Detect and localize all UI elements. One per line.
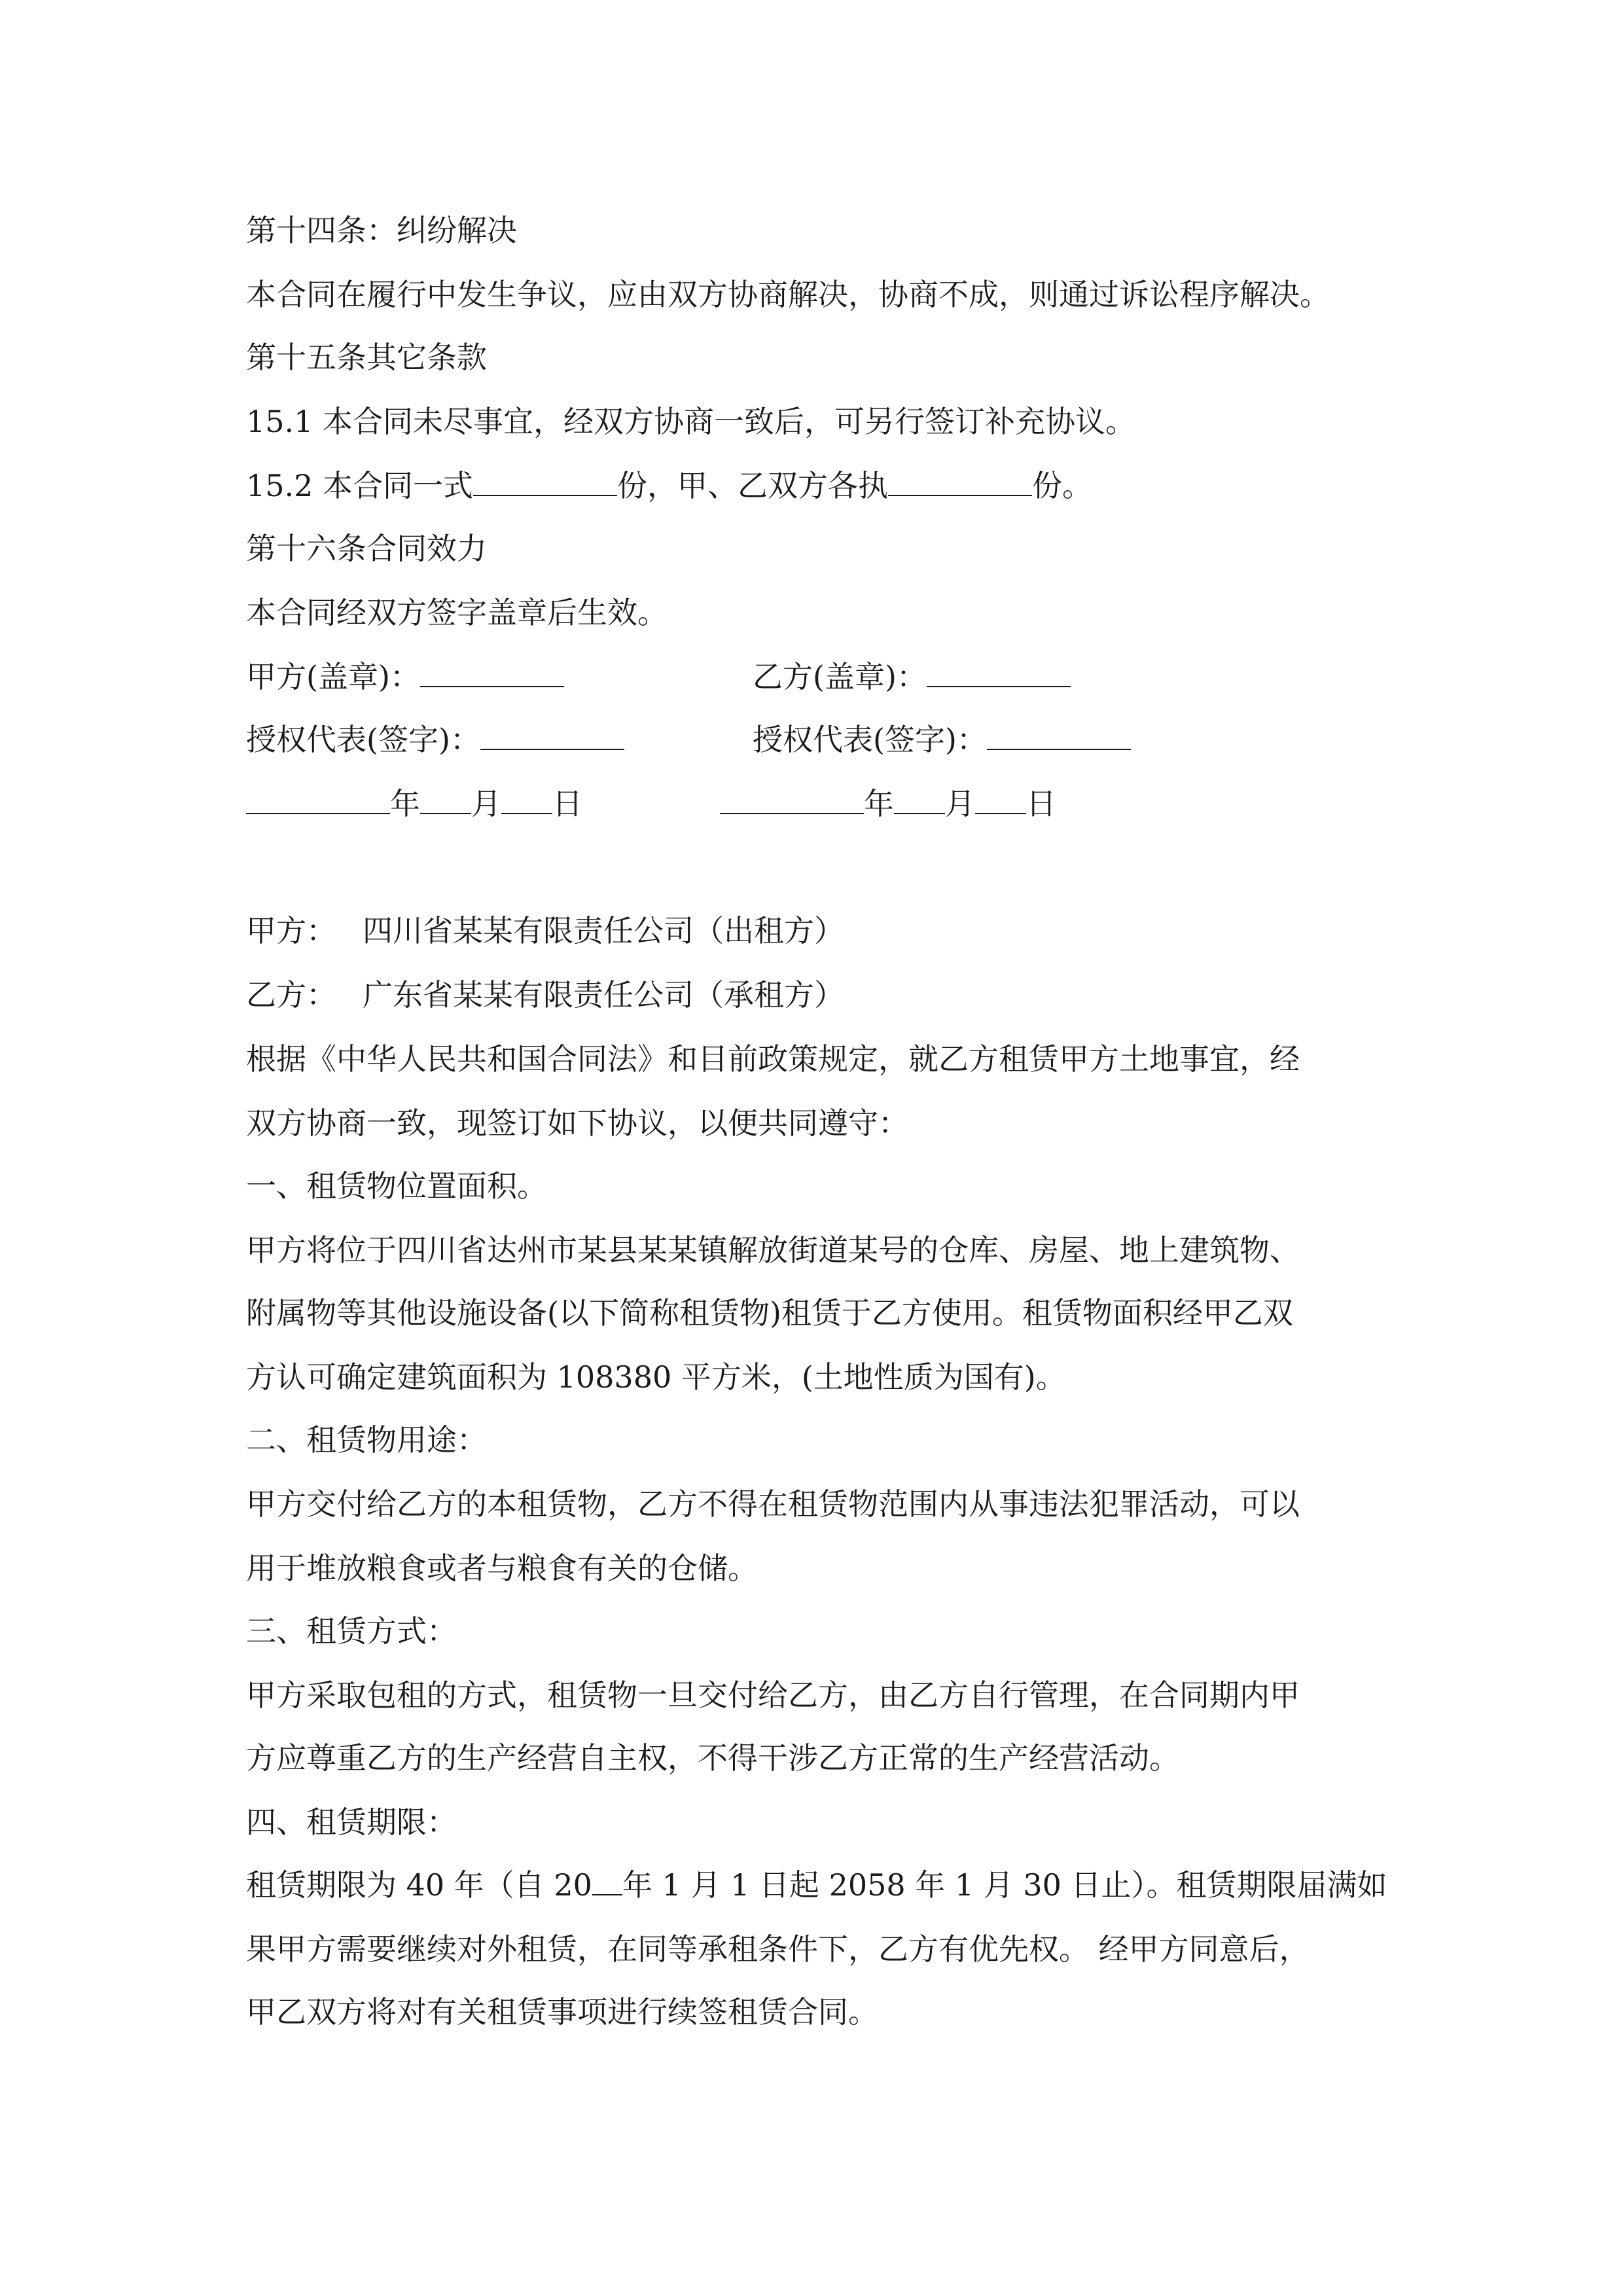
date-a-year-blank xyxy=(246,784,390,814)
article1-line3: 方认可确定建筑面积为 108380 平方米，(土地性质为国有)。 xyxy=(246,1359,1066,1395)
copies-total-blank xyxy=(473,466,617,496)
party-a-seal-blank xyxy=(420,657,564,687)
section16-heading: 第十六条合同效力 xyxy=(246,531,487,566)
article4-line1 xyxy=(246,1865,1387,1905)
date-b-month-blank xyxy=(894,784,945,814)
article4-line1-prefix: 租赁期限为 40 年（自 20 xyxy=(246,1867,592,1903)
article4-line3: 甲乙双方将对有关租赁事项进行续签租赁合同。 xyxy=(246,1994,878,2030)
date-a-day: 日 xyxy=(552,786,582,821)
article4-line1-suffix: 年 1 月 1 日起 2058 年 1 月 30 日止）。租赁期限届满如 xyxy=(622,1867,1387,1903)
rep-b-label: 授权代表(签字)： xyxy=(753,722,987,757)
date-b-year: 年 xyxy=(864,786,894,821)
article3-heading: 三、租赁方式： xyxy=(246,1613,457,1649)
item2-middle: 份，甲、乙双方各执 xyxy=(617,468,889,503)
date-b-line xyxy=(720,784,1056,823)
date-b-day: 日 xyxy=(1026,786,1056,821)
section14-heading: 第十四条：纠纷解决 xyxy=(246,213,517,248)
party-a-label: 甲方： xyxy=(246,913,336,948)
party-b-seal-label: 乙方(盖章)： xyxy=(753,659,927,694)
article4-line2: 果甲方需要继续对外租赁，在同等承租条件下，乙方有优先权。 经甲方同意后， xyxy=(246,1931,1310,1967)
party-b-seal-blank xyxy=(927,657,1071,687)
date-b-year-blank xyxy=(720,784,864,814)
date-a-month-blank xyxy=(420,784,471,814)
preamble-line2: 双方协商一致，现签订如下协议，以便共同遵守： xyxy=(246,1105,908,1141)
copies-each-blank xyxy=(888,466,1032,496)
party-b-seal-line xyxy=(753,657,1071,696)
party-b-label: 乙方： xyxy=(246,977,336,1013)
party-a-seal-label: 甲方(盖章)： xyxy=(246,659,420,694)
article2-heading: 二、租赁物用途： xyxy=(246,1422,487,1458)
item2-suffix: 份。 xyxy=(1032,468,1093,503)
rep-a-line xyxy=(246,720,624,759)
article3-line2: 方应尊重乙方的生产经营自主权，不得干涉乙方正常的生产经营活动。 xyxy=(246,1740,1179,1776)
date-a-year: 年 xyxy=(390,786,420,821)
article1-line2: 附属物等其他设施设备(以下简称租赁物)租赁于乙方使用。租赁物面积经甲乙双 xyxy=(246,1295,1293,1331)
section15-heading: 第十五条其它条款 xyxy=(246,340,487,375)
date-a-line xyxy=(246,784,582,823)
party-b-line xyxy=(246,975,844,1014)
article1-line1: 甲方将位于四川省达州市某县某某镇解放街道某号的仓库、房屋、地上建筑物、 xyxy=(246,1232,1300,1268)
preamble-line1: 根据《中华人民共和国合同法》和目前政策规定，就乙方租赁甲方土地事宜，经 xyxy=(246,1041,1300,1077)
rep-a-label: 授权代表(签字)： xyxy=(246,722,480,757)
article1-heading: 一、租赁物位置面积。 xyxy=(246,1168,547,1204)
party-b-name: 广东省某某有限责任公司（承租方） xyxy=(363,977,844,1013)
section16-body: 本合同经双方签字盖章后生效。 xyxy=(246,595,668,630)
article2-line2: 用于堆放粮食或者与粮食有关的仓储。 xyxy=(246,1551,758,1586)
article3-line1: 甲方采取包租的方式，租赁物一旦交付给乙方，由乙方自行管理，在合同期内甲 xyxy=(246,1677,1300,1713)
section15-item1: 15.1 本合同未尽事宜，经双方协商一致后，可另行签订补充协议。 xyxy=(246,404,1136,439)
date-a-month: 月 xyxy=(471,786,501,821)
section15-item2 xyxy=(246,466,1092,505)
date-a-day-blank xyxy=(501,784,552,814)
rep-b-line xyxy=(753,720,1131,759)
rep-b-blank xyxy=(987,720,1131,750)
date-b-day-blank xyxy=(975,784,1026,814)
party-a-line xyxy=(246,911,844,950)
rep-a-blank xyxy=(480,720,624,750)
item2-prefix: 15.2 本合同一式 xyxy=(246,468,474,503)
date-b-month: 月 xyxy=(945,786,975,821)
article4-heading: 四、租赁期限： xyxy=(246,1804,457,1840)
party-a-seal-line xyxy=(246,657,564,696)
section14-body: 本合同在履行中发生争议，应由双方协商解决，协商不成，则通过诉讼程序解决。 xyxy=(246,277,1330,312)
party-a-name: 四川省某某有限责任公司（出租方） xyxy=(363,913,844,948)
article2-line1: 甲方交付给乙方的本租赁物，乙方不得在租赁物范围内从事违法犯罪活动，可以 xyxy=(246,1486,1300,1522)
start-year-blank xyxy=(592,1865,622,1895)
